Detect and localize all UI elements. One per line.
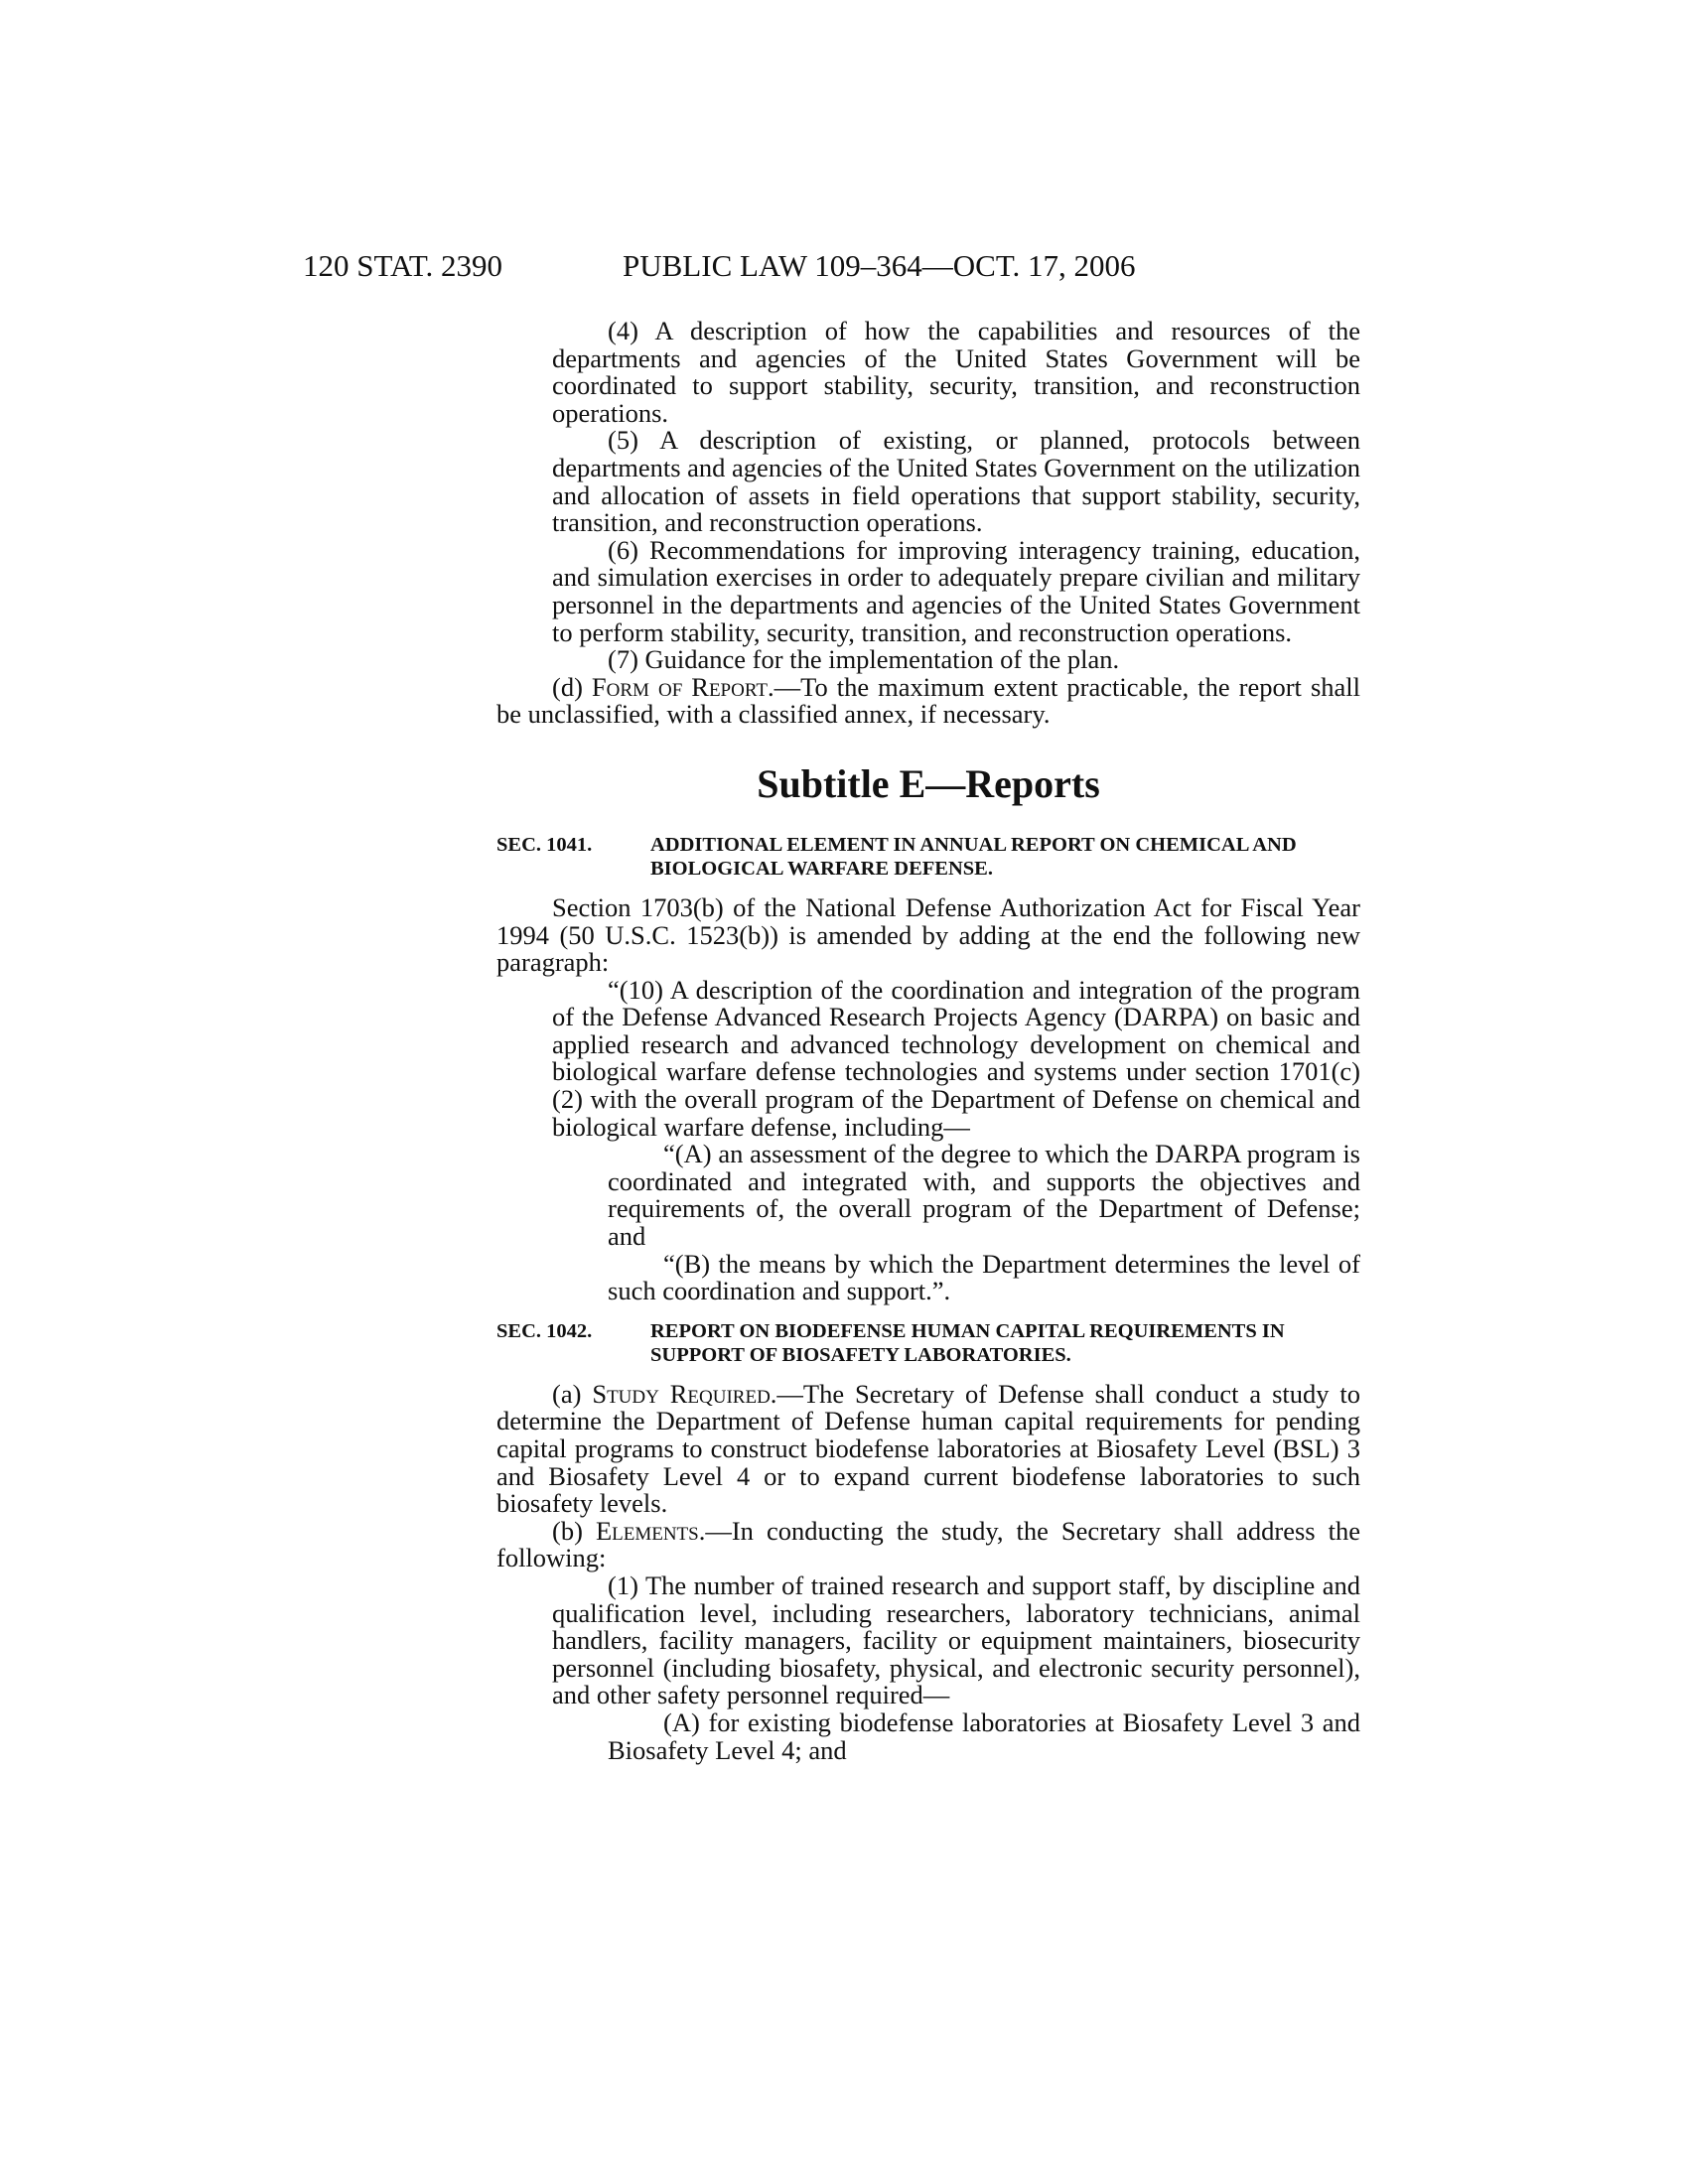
running-head: PUBLIC LAW 109–364—OCT. 17, 2006 bbox=[623, 248, 1136, 283]
section-1042-number: SEC. 1042. bbox=[496, 1319, 593, 1342]
section-1041-number: SEC. 1041. bbox=[496, 833, 593, 856]
paragraph-5: (5) A description of existing, or planned, protocols between departments and agencies of the United States Government on the utilization and allocation of assets in field operations that support stability, security, transition, and reconstruction operations. bbox=[552, 425, 1360, 538]
paragraph-7: (7) Guidance for the implementation of the plan. bbox=[608, 644, 1120, 675]
subparagraph-a: “(A) an assessment of the degree to which the DARPA program is coordinated and integrated with, and supports the objectives and requirements of, the overall program of the Department of Defense; and bbox=[608, 1139, 1360, 1252]
subsection-d-text: .—To the maximum extent practicable, the report shall be unclassified, with a classified annex, if necessary. bbox=[496, 671, 1360, 730]
section-1042-title: REPORT ON BIODEFENSE HUMAN CAPITAL REQUIREMENTS IN SUPPORT OF BIOSAFETY LABORATORIES. bbox=[650, 1319, 1285, 1366]
subsection-a-text: .—The Secretary of Defense shall conduct a study to determine the Department of Defense human capital requirements for pending capital programs to construct biodefense laboratories at Biosafety Level (BSL) 3 and Biosafety Level 4 or to expand current biodefense laboratories to such biosafety levels. bbox=[496, 1378, 1361, 1519]
paragraph-6: (6) Recommendations for improving interagency training, education, and simulation exercises in order to adequately prepare civilian and military personnel in the departments and agencies of the United States Government to perform stability, security, transition, and reconstruction operations. bbox=[552, 534, 1360, 647]
stat-page-number: 120 STAT. 2390 bbox=[303, 248, 503, 283]
subsection-a bbox=[496, 1378, 1361, 1519]
subsection-d-heading: Form of Report bbox=[591, 671, 768, 702]
subsection-a-label: (a) bbox=[552, 1378, 593, 1409]
subsection-a-heading: Study Required bbox=[592, 1378, 771, 1409]
subsection-b-heading: Elements bbox=[595, 1515, 699, 1546]
paragraph-1: (1) The number of trained research and support staff, by discipline and qualification level, including researchers, laboratory technicians, animal handlers, facility managers, facility or equipment maintainers, biosecurity personnel (including biosafety, physical, and electronic security personnel), and other safety personnel required— bbox=[552, 1570, 1360, 1710]
section-1041-title: ADDITIONAL ELEMENT IN ANNUAL REPORT ON CHEMICAL AND BIOLOGICAL WARFARE DEFENSE. bbox=[650, 833, 1297, 880]
paragraph-10: “(10) A description of the coordination and integration of the program of the Defense Advanced Research Projects Agency (DARPA) on basic and applied research and advanced technology development on chemical and biological warfare defense technologies and systems under section 1701(c)(2) with the overall program of the Department of Defense on chemical and biological warfare defense, including— bbox=[552, 974, 1360, 1142]
document-body bbox=[496, 318, 1360, 1764]
subtitle-heading: Subtitle E—Reports bbox=[757, 760, 1100, 806]
subsection-b-text: .—In conducting the study, the Secretary shall address the following: bbox=[496, 1515, 1360, 1573]
subsection-d bbox=[496, 671, 1360, 730]
section-1041-intro: Section 1703(b) of the National Defense Authorization Act for Fiscal Year 1994 (50 U.S.C. 1523(b)) is amended by adding at the end the following new paragraph: bbox=[496, 891, 1360, 978]
section-1041-heading bbox=[496, 833, 1360, 881]
subsection-b bbox=[496, 1515, 1360, 1573]
subparagraph-1a: (A) for existing biodefense laboratories at Biosafety Level 3 and Biosafety Level 4; and bbox=[608, 1706, 1360, 1765]
page-header bbox=[303, 248, 1365, 288]
section-1042-heading bbox=[496, 1319, 1360, 1367]
subsection-d-label: (d) bbox=[552, 671, 592, 702]
subparagraph-b: “(B) the means by which the Department determines the level of such coordination and support.”. bbox=[608, 1248, 1360, 1306]
paragraph-4: (4) A description of how the capabilities and resources of the departments and agencies of the United States Government will be coordinated to support stability, security, transition, and reconstruction operations. bbox=[552, 316, 1360, 428]
subsection-b-label: (b) bbox=[552, 1515, 596, 1546]
